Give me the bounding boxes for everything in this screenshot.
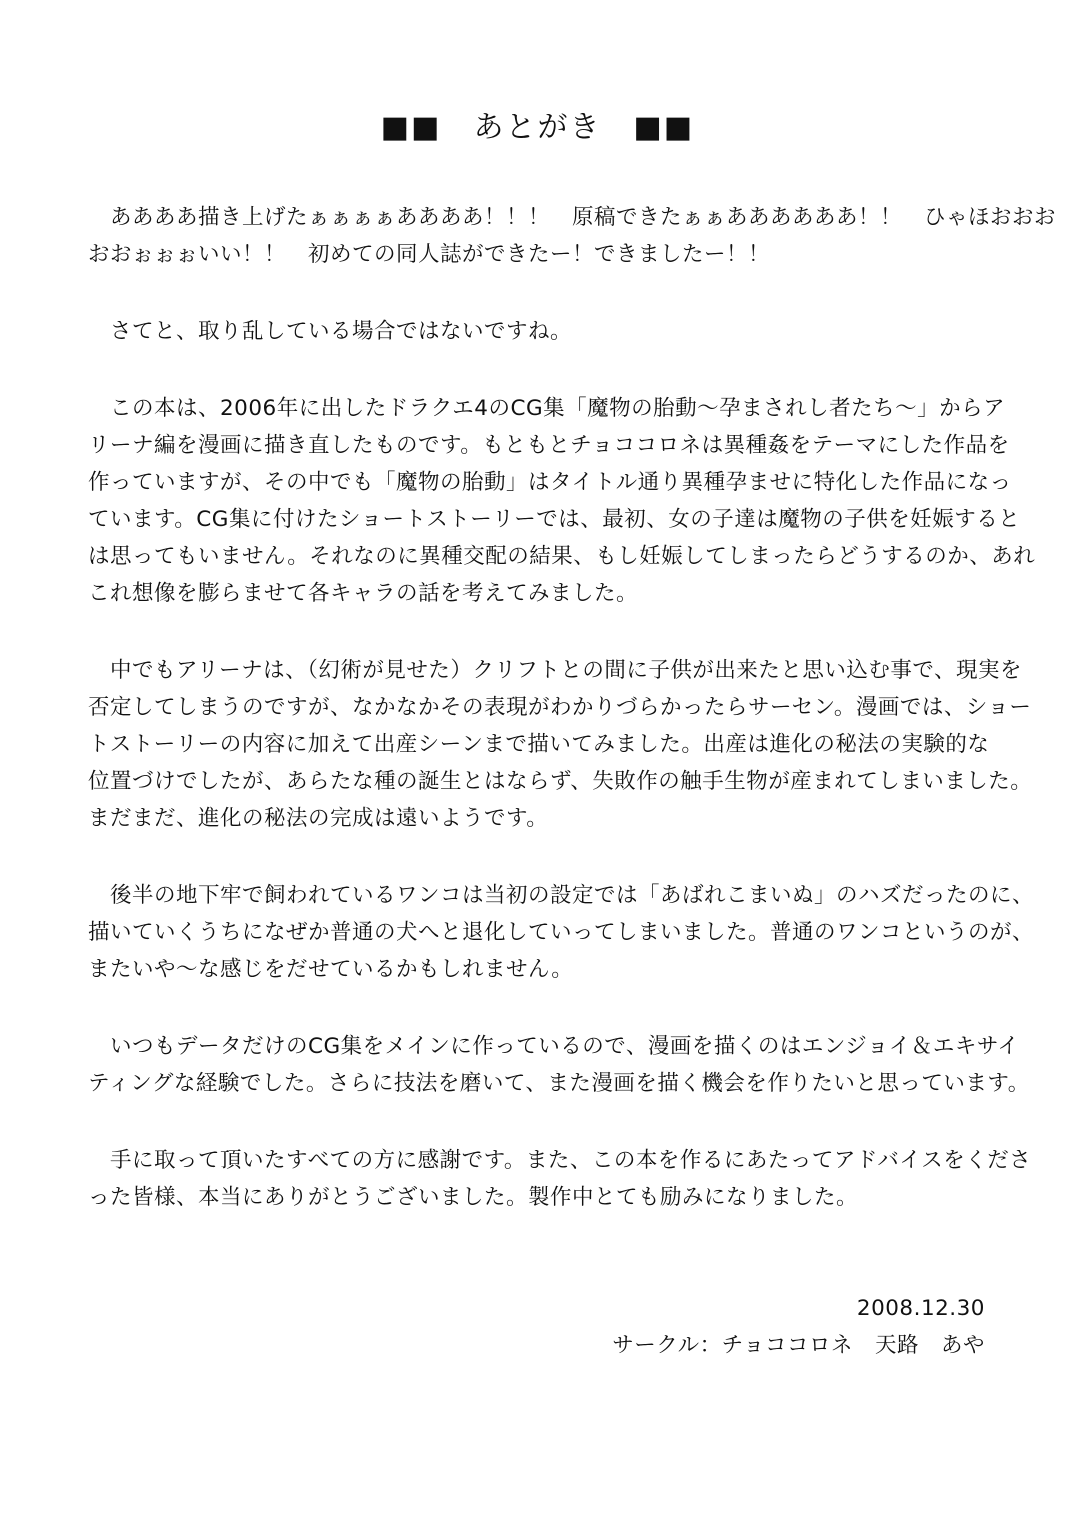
paragraph-line: この本は、2006年に出したドラクエ4のCG集「魔物の胎動～孕まされし者たち～」からア: [88, 396, 1006, 421]
paragraph-line: いつもデータだけのCG集をメインに作っているので、漫画を描くのはエンジョイ＆エキサイ: [88, 1034, 1020, 1059]
paragraph-7: [88, 1142, 1032, 1216]
paragraph-line: またいや～な感じをだせているかもしれません。: [88, 957, 574, 982]
paragraph-1: [88, 199, 1057, 273]
paragraph-line: 位置づけでしたが、あらたな種の誕生とはならず、失敗作の触手生物が産まれてしまいました。: [88, 769, 1033, 794]
paragraph-line: 手に取って頂いたすべての方に感謝です。また、この本を作るにあたってアドバイスをくださ: [88, 1148, 1032, 1173]
paragraph-line: ああああ描き上げたぁぁぁぁああああ！！！ 原稿できたぁぁああああああ！！ ひゃほおおお: [88, 205, 1057, 230]
paragraph-line: 中でもアリーナは、（幻術が見せた）クリフトとの間に子供が出来たと思い込む事で、現実を: [88, 658, 1022, 683]
paragraph-line: これ想像を膨らませて各キャラの話を考えてみました。: [88, 581, 639, 606]
page-title: ■■ あとがき ■■: [380, 110, 695, 145]
paragraph-line: は思ってもいません。それなのに異種交配の結果、もし妊娠してしまったらどうするのか、あれ: [88, 544, 1036, 569]
paragraph-5: [88, 877, 1035, 988]
paragraph-4: [88, 652, 1033, 837]
paragraph-line: 作っていますが、その中でも「魔物の胎動」はタイトル通り異種孕ませに特化した作品になっ: [88, 470, 1012, 495]
afterword-body: [88, 199, 1057, 1256]
paragraph-line: ティングな経験でした。さらに技法を磨いて、また漫画を描く機会を作りたいと思っています。: [88, 1071, 1030, 1096]
signature-block: [612, 1290, 985, 1364]
signature-author: サークル：チョココロネ 天路 あや: [612, 1333, 985, 1358]
paragraph-line: トストーリーの内容に加えて出産シーンまで描いてみました。出産は進化の秘法の実験的な: [88, 732, 990, 757]
paragraph-line: 否定してしまうのですが、なかなかその表現がわかりづらかったらサーセン。漫画では、ショー: [88, 695, 1032, 720]
paragraph-2: [88, 313, 993, 350]
paragraph-line: 後半の地下牢で飼われているワンコは当初の設定では「あばれこまいぬ」のハズだったのに、: [88, 883, 1035, 908]
paragraph-line: った皆様、本当にありがとうございました。製作中とても励みになりました。: [88, 1185, 859, 1210]
paragraph-6: [88, 1028, 1030, 1102]
paragraph-line: さてと、取り乱している場合ではないですね。: [88, 319, 573, 344]
paragraph-line: ています。CG集に付けたショートストーリーでは、最初、女の子達は魔物の子供を妊娠すると: [88, 507, 1021, 532]
paragraph-3: [88, 390, 1036, 612]
paragraph-line: おおぉぉぉいい！！ 初めての同人誌ができたー！できましたー！！: [88, 242, 771, 267]
paragraph-line: リーナ編を漫画に描き直したものです。もともとチョココロネは異種姦をテーマにした作品を: [88, 433, 1010, 458]
signature-date: 2008.12.30: [856, 1296, 985, 1321]
paragraph-line: まだまだ、進化の秘法の完成は遠いようです。: [88, 806, 549, 831]
paragraph-line: 描いていくうちになぜか普通の犬へと退化していってしまいました。普通のワンコというのが、: [88, 920, 1035, 945]
